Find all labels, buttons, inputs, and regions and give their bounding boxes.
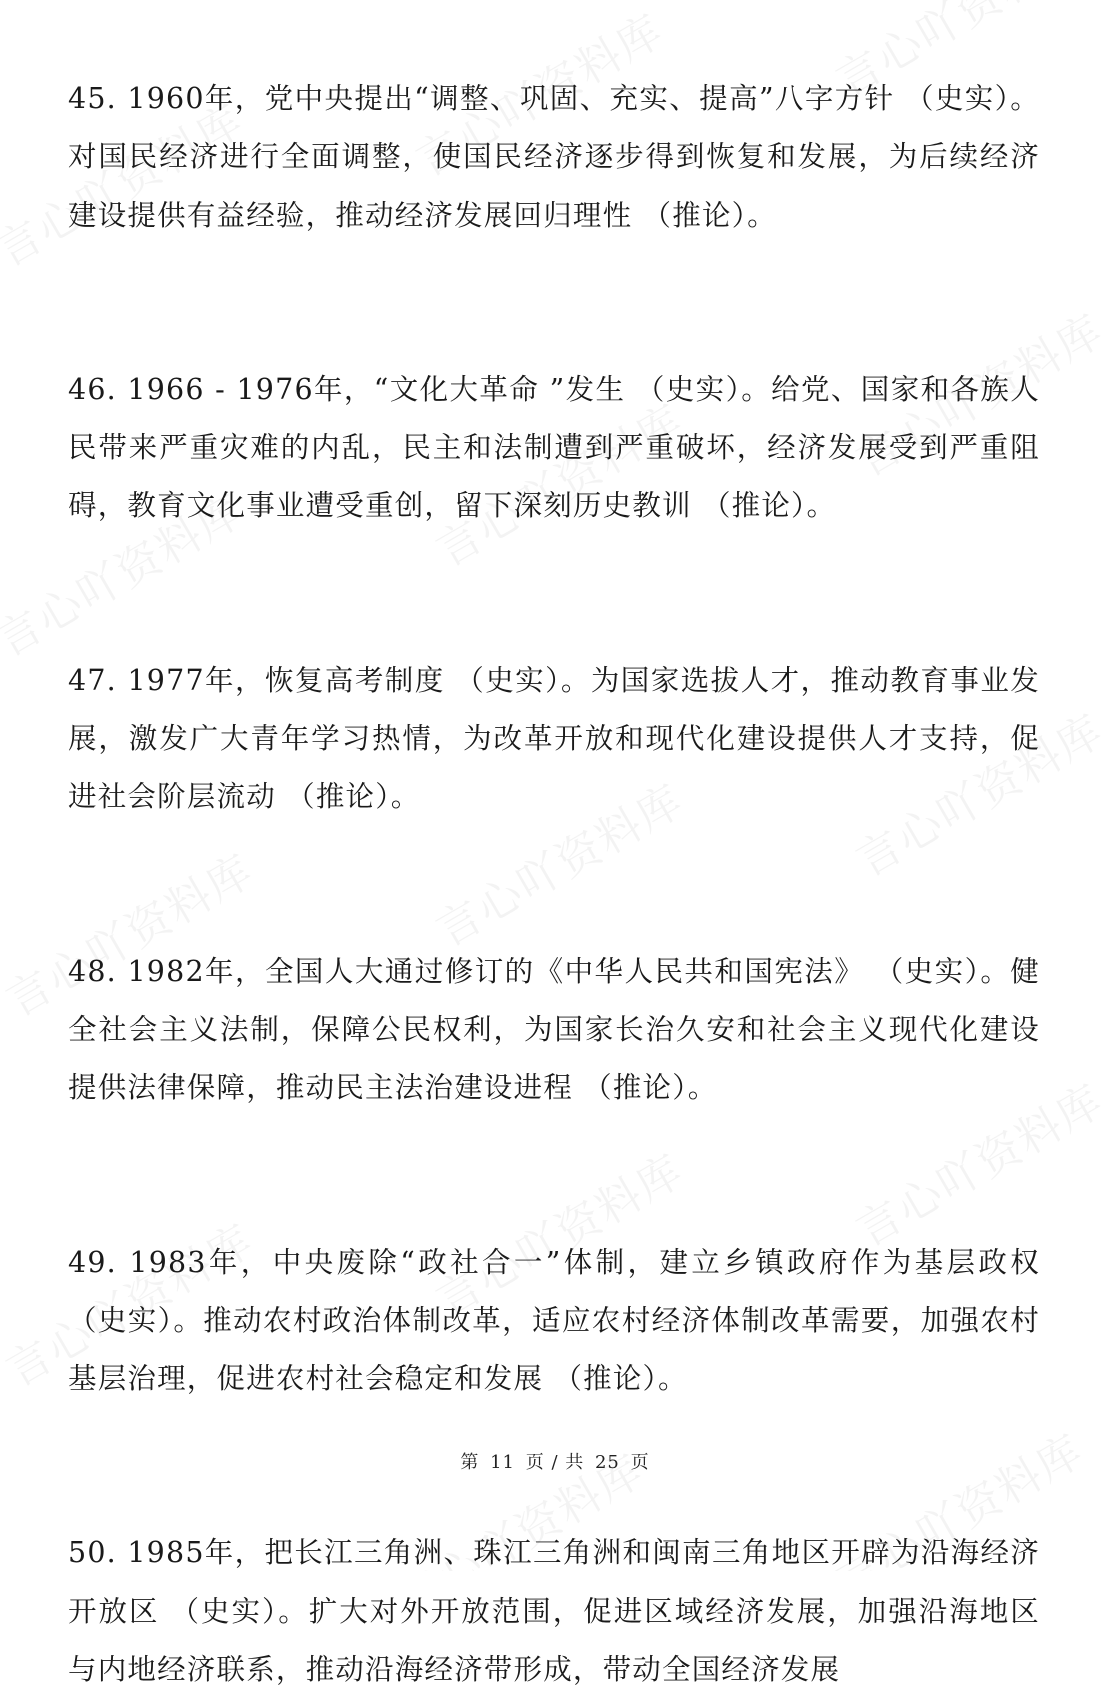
paragraph-item-45: 45. 1960年，党中央提出“调整、巩固、充实、提高”八字方针 （史实）。对国民经济进行全面调整，使国民经济逐步得到恢复和发展，为后续经济建设提供有益经验，推动经济发展回归理性 （推论）。 [68,82,1040,232]
footer-suffix: 页 [630,1452,650,1473]
footer-prefix: 第 [460,1452,480,1473]
paragraph-item-50: 50. 1985年，把长江三角洲、珠江三角洲和闽南三角地区开辟为沿海经济开放区 （史实）。扩大对外开放范围，促进区域经济发展，加强沿海地区与内地经济联系，推动沿海经济带形成，带动全国经济发展 [68,1536,1040,1687]
page-footer [0,1448,1110,1474]
paragraph-item-47: 47. 1977年，恢复高考制度 （史实）。为国家选拔人才，推动教育事业发展，激发广大青年学习热情，为改革开放和现代化建设提供人才支持，促进社会阶层流动 （推论）。 [68,663,1040,814]
paragraph-item-46: 46. 1966 - 1976年，“文化大革命 ”发生 （史实）。给党、国家和各族人民带来严重灾难的内乱，民主和法制遭到严重破坏，经济发展受到严重阻碍，教育文化事业遭受重创，留下深刻历史教训 （推论）。 [68,372,1040,523]
footer-middle: 页 / 共 [525,1452,585,1473]
paragraph-item-48: 48. 1982年，全国人大通过修订的《中华人民共和国宪法》 （史实）。健全社会主义法制，保障公民权利，为国家长治久安和社会主义现代化建设提供法律保障，推动民主法治建设进程 （推论）。 [68,954,1040,1105]
paragraph-item-49: 49. 1983年，中央废除“政社合一”体制，建立乡镇政府作为基层政权 （史实）。推动农村政治体制改革，适应农村经济体制改革需要，加强农村基层治理，促进农村社会稳定和发展 （推论）。 [68,1245,1040,1396]
total-page-count: 25 [594,1452,620,1473]
current-page-number: 11 [490,1452,515,1473]
